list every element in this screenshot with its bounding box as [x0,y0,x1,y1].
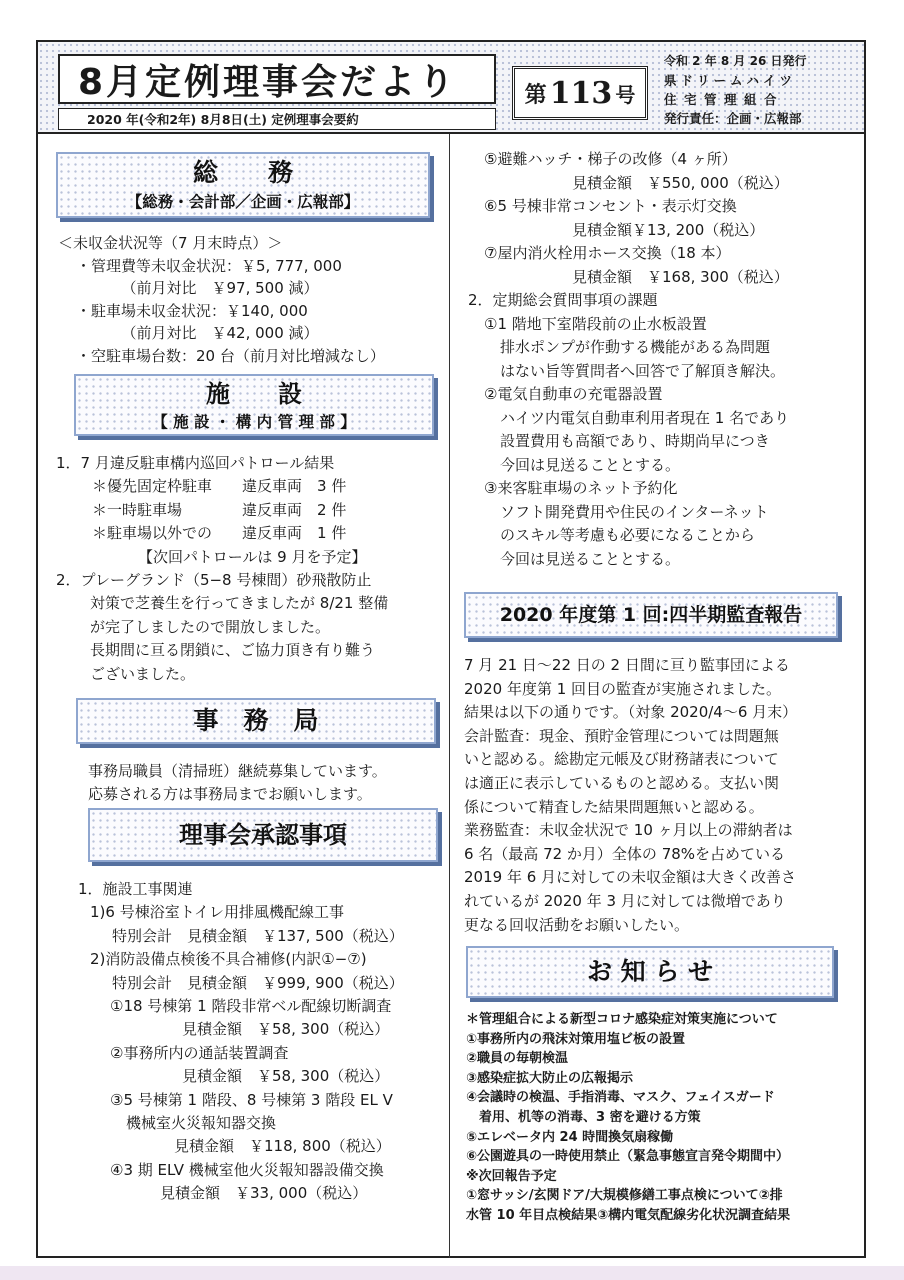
text-line: 今回は見送ることとする。 [500,549,681,568]
text-line: 1．施設工事関連 [78,880,193,898]
newsletter-title: 8月定例理事会だより [78,61,458,103]
section-title: 施 設 [206,380,302,408]
section-title: 総 務 [192,158,293,187]
text-line: ＊管理組合による新型コロナ感染症対策実施について [466,1012,778,1027]
bottom-edge [0,1266,904,1280]
text-line: 機械室火災報知器交換 [126,1114,277,1133]
text-line: ①事務所内の飛沫対策用塩ビ板の設置 [466,1031,686,1047]
newsletter-title-box [58,54,496,104]
text-line: 応募される方は事務局までお願いします。 [88,784,372,803]
text-line: （前月対比 ￥97, 500 減） [114,279,319,298]
text-line: 2019 年 6 月に対しての未収金額は大きく改善さ [464,868,797,887]
section-subtitle: 【 施 設 ・ 構 内 管 理 部 】 [152,413,356,431]
text-line: ⑥公園遊具の一時使用禁止（緊急事態宣言発令期間中） [466,1149,790,1165]
text-line: ③5 号棟第 1 階段、8 号棟第 3 階段 EL V [110,1090,393,1109]
text-line: ③来客駐車場のネット予約化 [484,479,678,497]
oshirase-body [466,1010,790,1226]
text-line: 2．プレーグランド（5−8 号棟間）砂飛散防止 [56,571,372,590]
text-line: ⑥5 号棟非常コンセント・表示灯交換 [484,197,737,215]
text-line: ⑦屋内消火栓用ホース交換（18 本） [484,244,731,262]
text-line: 長期間に亘る閉鎖に、ご協力頂き有り難う [90,641,376,660]
text-line: ＊一時駐車場 違反車両 2 件 [92,500,347,519]
section-title: 理事会承認事項 [179,821,347,849]
text-line: のスキル等考慮も必要になることから [500,526,755,544]
text-line: 2)消防設備点検後不具合補修(内訳①−⑦) [90,950,367,969]
organization-name: 県ドリームハイツ [664,73,797,88]
text-line: ①1 階地下室階段前の止水板設置 [484,314,707,333]
section-header-kansa [464,592,838,638]
text-line: ③感染症拡大防止の広報掲示 [466,1070,634,1086]
editor-line: 発行責任：企画・広報部 [664,111,802,126]
text-line: が完了しましたので開放しました。 [90,617,331,636]
text-line: ②電気自動車の充電器設置 [484,385,663,403]
text-line: 7 月 21 日〜22 日の 2 日間に亘り監事団による [464,656,790,674]
somu-body [58,232,385,368]
text-line: 対策で芝養生を行ってきましたが 8/21 整備 [90,594,389,613]
section-header-shisetsu [74,374,434,436]
text-line: ②職員の毎朝検温 [466,1051,569,1067]
organization-type: 住宅管理組合 [664,92,785,107]
text-line: 見積金額 ￥58, 300（税込） [182,1020,390,1039]
text-line: 見積金額 ￥58, 300（税込） [182,1067,390,1086]
text-line: 係について精査した結果問題無いと認める。 [464,797,764,816]
jimukyoku-body [88,760,387,805]
text-line: 特別会計 見積金額 ￥999, 900（税込） [112,973,404,992]
text-line: いと認める。総勘定元帳及び財務諸表について [464,750,779,769]
section-header-oshirase [466,946,834,998]
text-line: 見積金額 ￥168, 300（税込） [572,267,789,286]
text-line: 業務監査：未収金状況で 10 ヶ月以上の滞納者は [464,821,793,840]
text-line: （前月対比 ￥42, 000 減） [114,324,319,343]
section-header-shonin [88,808,438,862]
text-line: ⑤避難ハッチ・梯子の改修（4 ヶ所） [484,150,737,168]
issue-suffix: 号 [615,82,636,107]
text-line: 今回は見送ることとする。 [500,455,681,474]
text-line: 見積金額￥13, 200（税込） [572,220,765,239]
shisetsu-body [56,452,388,686]
text-line: ハイツ内電気自動車利用者現在 1 名であり [500,408,790,427]
text-line: ⑤エレベータ内 24 時間換気扇稼働 [466,1129,674,1145]
text-line: 特別会計 見積金額 ￥137, 500（税込） [112,926,404,945]
text-line: ＊駐車場以外での 違反車両 1 件 [92,524,347,543]
text-line: ございました。 [90,664,196,683]
kansa-body [464,654,797,937]
publisher-info [664,52,856,128]
text-line: 更なる回収活動をお願いしたい。 [464,915,690,934]
text-line: ソフト開発費用や住民のインターネット [500,502,769,521]
text-line: 2020 年度第 1 回目の監査が実施されました。 [464,679,782,698]
section-header-somu [56,152,430,218]
text-line: 見積金額 ￥118, 800（税込） [174,1137,391,1156]
text-line: 会計監査：現金、預貯金管理については問題無 [464,726,779,745]
shonin-body-right [468,148,790,571]
section-title: お 知 ら せ [586,957,714,986]
text-line: 見積金額 ￥550, 000（税込） [572,173,789,192]
text-line: ④会議時の検温、手指消毒、マスク、フェイスガード [466,1090,775,1106]
text-line: 1．7 月違反駐車構内巡回パトロール結果 [56,454,335,472]
shonin-body-left [78,878,404,1206]
issue-number-box [512,66,648,120]
issue-prefix: 第 [524,82,547,108]
text-line: ※次回報告予定 [466,1168,557,1184]
text-line: ・管理費等未収金状況：￥5, 777, 000 [76,256,342,275]
text-line: ・空駐車場台数：20 台（前月対比増減なし） [76,346,385,365]
text-line: ①18 号棟第 1 階段非常ベル配線切断調査 [110,997,392,1016]
text-line: 結果は以下の通りです。（対象 2020/4〜6 月末） [464,703,798,722]
column-divider [449,134,450,1258]
text-line: は適正に表示しているものと認める。支払い関 [464,773,780,792]
text-line: 6 名（最高 72 か月）全体の 78%を占めている [464,844,786,863]
text-line: ②事務所内の通話装置調査 [110,1043,289,1062]
text-line: ④3 期 ELV 機械室他火災報知器設備交換 [110,1160,384,1179]
text-line: 排水ポンプが作動する機能がある為問題 [500,338,771,356]
text-line: 見積金額 ￥33, 000（税込） [160,1184,368,1203]
publish-date: 令和 2 年 8 月 26 日発行 [664,54,807,68]
text-line: 水管 10 年目点検結果③構内電気配線劣化状況調査結果 [466,1207,791,1223]
text-line: ①窓サッシ/玄関ドア/大規模修繕工事点検について②排 [466,1188,783,1204]
text-line: 【次回パトロールは 9 月を予定】 [138,547,367,566]
text-line: れているが 2020 年 3 月に対しては微増であり [464,891,786,910]
section-title: 事 務 局 [193,706,319,735]
text-line: ＊優先固定枠駐車 違反車両 3 件 [92,477,347,496]
text-line: 事務局職員（清掃班）継続募集しています。 [88,762,387,780]
text-line: 着用、机等の消毒、3 密を避ける方策 [466,1109,701,1125]
section-title: 2020 年度第 1 回:四半期監査報告 [499,604,803,626]
text-line: はない旨等質問者へ回答で了解頂き解決。 [500,361,786,380]
text-line: 2．定期総会質問事項の課題 [468,291,658,309]
text-line: ・駐車場未収金状況：￥140, 000 [76,301,308,320]
text-line: 1)6 号棟浴室トイレ用排風機配線工事 [90,903,344,922]
text-line: ＜未収金状況等（7 月末時点）＞ [58,234,283,252]
section-subtitle: 【総務・会計部／企画・広報部】 [126,193,360,211]
issue-number: 113 [549,75,613,111]
text-line: 設置費用も高額であり、時期尚早につき [500,432,770,450]
newsletter-subtitle: 2020 年(令和2年) 8月8日(土) 定例理事会要約 [58,108,496,130]
section-header-jimukyoku [76,698,436,744]
